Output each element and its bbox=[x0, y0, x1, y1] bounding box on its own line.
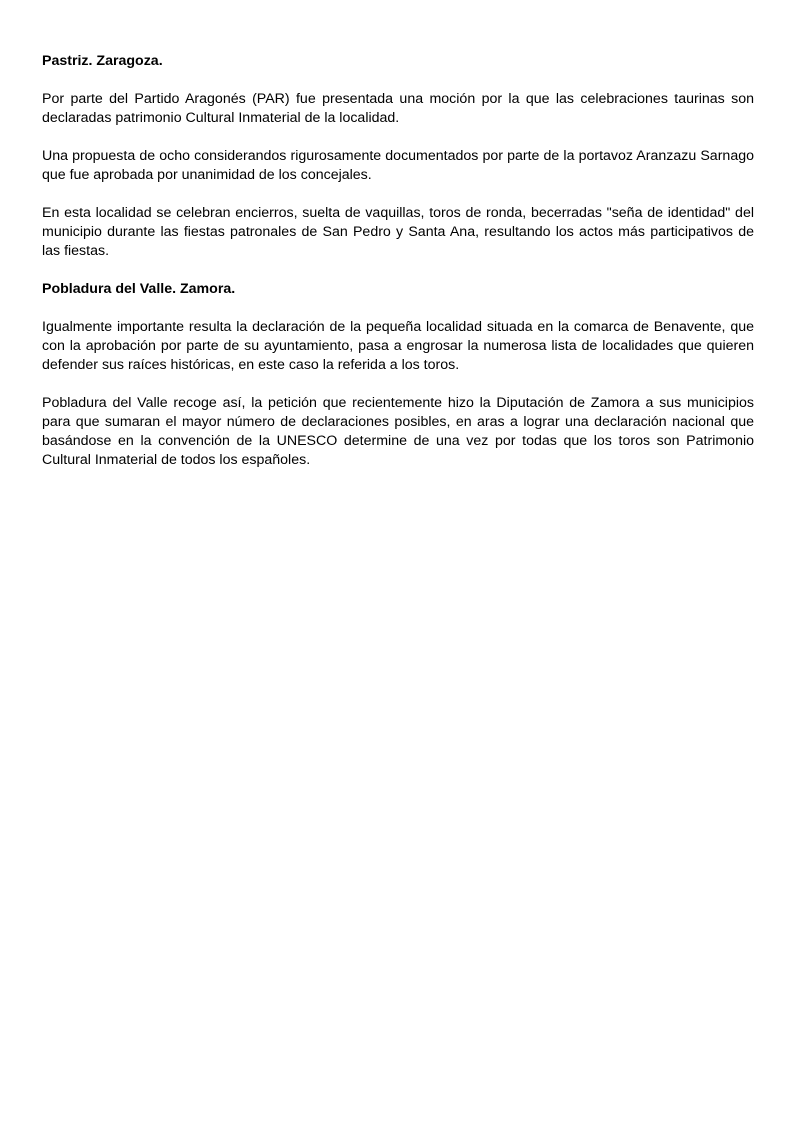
section-heading: Pastriz. Zaragoza. bbox=[42, 53, 163, 69]
document-page bbox=[42, 52, 754, 489]
paragraph: Por parte del Partido Aragonés (PAR) fue presentada una moción por la que las celebraciones taurinas son declaradas patrimonio Cultural Inmaterial de la localidad. bbox=[42, 91, 754, 126]
paragraph: Una propuesta de ocho considerandos rigurosamente documentados por parte de la portavoz Aranzazu Sarnago que fue aprobada por unanimidad de los concejales. bbox=[42, 148, 754, 183]
section-pobladura bbox=[42, 280, 754, 470]
section-heading: Pobladura del Valle. Zamora. bbox=[42, 281, 236, 297]
paragraph: Igualmente importante resulta la declaración de la pequeña localidad situada en la comarca de Benavente, que con la aprobación por parte de su ayuntamiento, pasa a engrosar la numerosa lista de localidades que quieren defender sus raíces históricas, en este caso la referida a los toros. bbox=[42, 319, 754, 373]
paragraph: En esta localidad se celebran encierros, suelta de vaquillas, toros de ronda, becerradas "seña de identidad" del municipio durante las fiestas patronales de San Pedro y Santa Ana, resultando los actos más participativos de las fiestas. bbox=[42, 205, 754, 259]
section-pastriz bbox=[42, 52, 754, 261]
paragraph: Pobladura del Valle recoge así, la petición que recientemente hizo la Diputación de Zamora a sus municipios para que sumaran el mayor número de declaraciones posibles, en aras a lograr una declaración nacional que basándose en la convención de la UNESCO determine de una vez por todas que los toros son Patrimonio Cultural Inmaterial de todos los españoles. bbox=[42, 395, 754, 468]
